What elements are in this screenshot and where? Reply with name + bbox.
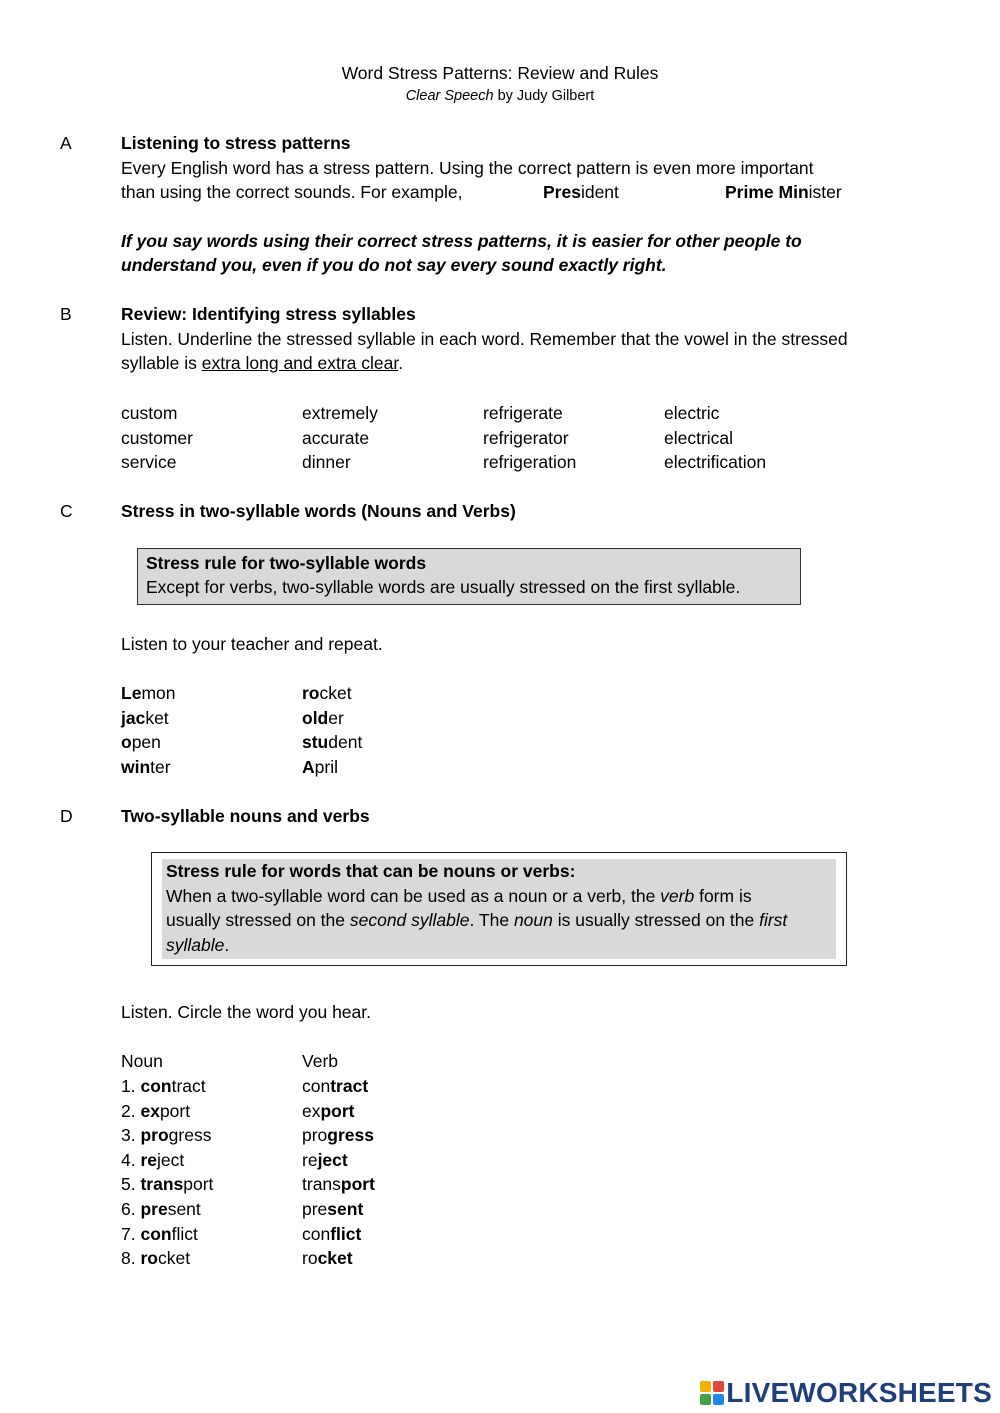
word-cell: refrigeration [483,452,577,472]
section-a-note-line1: If you say words using their correct stress patterns, it is easier for other people to [121,231,802,251]
item-number: 1. [121,1076,141,1096]
word-cell: electrification [664,452,767,472]
verb-option[interactable] [302,1246,353,1270]
stressed-syllable: ro [302,683,320,703]
section-a-heading: Listening to stress patterns [121,133,351,153]
section-letter-d: D [60,806,73,826]
italic-term: syllable [166,934,225,955]
unstressed-syllable: ter [150,757,171,777]
practice-word [302,755,338,779]
unstressed-syllable: ister [808,182,842,202]
underlined-phrase: extra long and extra clear [201,353,399,373]
unstressed-syllable: er [328,708,344,728]
word-cell: service [121,452,177,472]
logo-mark-icon [700,1381,724,1405]
rule-box-two-syllable [137,548,801,605]
stressed-syllable: port [340,1174,375,1194]
section-letter-c: C [60,501,73,521]
stressed-syllable: re [140,1150,158,1170]
stressed-syllable: trans [140,1174,184,1194]
unstressed-syllable: trans [302,1174,341,1194]
stressed-syllable: jac [121,708,146,728]
unstressed-syllable: ex [302,1101,321,1121]
word-cell: refrigerator [483,428,569,448]
item-number: 3. [121,1125,141,1145]
rule-box-noun-verb [151,852,847,966]
word-cell: accurate [302,428,370,448]
unstressed-syllable: pril [314,757,338,777]
italic-term: first [759,910,788,930]
practice-word [302,730,362,754]
word-cell: dinner [302,452,351,472]
italic-term: second syllable [349,910,470,930]
example-prime-minister [725,180,842,204]
italic-term: verb [660,885,695,906]
stressed-syllable: flict [330,1224,362,1244]
verb-option[interactable] [302,1197,363,1221]
stressed-syllable: sent [327,1199,364,1219]
section-letter-a: A [60,133,72,153]
unstressed-syllable: flict [171,1224,198,1244]
item-number: 5. [121,1174,141,1194]
unstressed-syllable: con [302,1076,331,1096]
source-credit [0,84,1000,108]
rule-line3 [166,933,832,958]
unstressed-syllable: port [159,1101,191,1121]
page-title: Word Stress Patterns: Review and Rules [341,63,659,83]
text: form is [694,885,752,906]
stressed-syllable: Le [121,683,142,703]
unstressed-syllable: ject [157,1150,185,1170]
practice-word [121,706,169,730]
rule-box-shading [162,859,836,959]
verb-option[interactable] [302,1148,348,1172]
text: When a two-syllable word can be used as a noun or a verb, the [166,885,661,906]
unstressed-syllable: re [302,1150,318,1170]
unstressed-syllable: pro [302,1125,328,1145]
unstressed-syllable: mon [141,683,176,703]
example-president [543,180,619,204]
unstressed-syllable: cket [157,1248,191,1268]
unstressed-syllable: pen [131,732,161,752]
section-a-text-line1: Every English word has a stress pattern. Using the correct pattern is even more important [121,158,814,178]
liveworksheets-logo [700,1378,992,1408]
rule-title: Stress rule for two-syllable words [146,553,427,573]
stressed-syllable: ject [317,1150,348,1170]
text: syllable is [121,353,202,373]
word-cell: electric [664,403,720,423]
stressed-syllable: tract [330,1076,369,1096]
unstressed-syllable: ket [145,708,169,728]
period: . [398,353,404,373]
word-cell: custom [121,403,178,423]
stressed-syllable: port [320,1101,355,1121]
section-b-heading: Review: Identifying stress syllables [121,304,416,324]
verb-option[interactable] [302,1074,368,1098]
practice-word [121,681,175,705]
stressed-syllable: Prime Min [725,182,809,202]
word-cell: refrigerate [483,403,563,423]
stressed-syllable: Pres [543,182,581,202]
text: . [224,934,230,955]
stressed-syllable: pro [140,1125,169,1145]
noun-option[interactable] [121,1123,211,1147]
practice-word [121,730,161,754]
unstressed-syllable: sent [167,1199,201,1219]
word-cell: extremely [302,403,378,423]
logo-text: LIVEWORKSHEETS [726,1377,992,1408]
unstressed-syllable: port [183,1174,214,1194]
noun-option[interactable] [121,1246,190,1270]
verb-option[interactable] [302,1222,361,1246]
text: . The [469,910,514,930]
column-header-verb: Verb [302,1051,338,1071]
section-d-instruction: Listen. Circle the word you hear. [121,1002,371,1022]
stressed-syllable: con [140,1076,172,1096]
noun-option[interactable] [121,1148,184,1172]
section-c-heading: Stress in two-syllable words (Nouns and Verbs) [121,501,516,521]
section-c-instruction: Listen to your teacher and repeat. [121,634,383,654]
column-header-noun: Noun [121,1051,163,1071]
item-number: 8. [121,1248,141,1268]
section-letter-b: B [60,304,72,324]
section-b-text-line2 [121,351,403,375]
noun-option[interactable] [121,1197,201,1221]
italic-term: noun [513,910,553,930]
unstressed-syllable: cket [319,683,352,703]
stressed-syllable: win [121,757,151,777]
item-number: 4. [121,1150,141,1170]
unstressed-syllable: ident [580,182,619,202]
word-cell: electrical [664,428,734,448]
unstressed-syllable: tract [171,1076,206,1096]
practice-word [302,681,352,705]
verb-option[interactable] [302,1099,355,1123]
item-number: 2. [121,1101,141,1121]
stressed-syllable: gress [327,1125,374,1145]
stressed-syllable: cket [317,1248,353,1268]
book-title: Clear Speech [405,88,494,104]
verb-option[interactable] [302,1123,374,1147]
stressed-syllable: ro [140,1248,158,1268]
rule-text: Except for verbs, two-syllable words are usually stressed on the first syllable. [146,577,741,597]
item-number: 6. [121,1199,141,1219]
author: by Judy Gilbert [493,88,595,104]
section-a-note-line2: understand you, even if you do not say every sound exactly right. [121,255,667,275]
word-cell: customer [121,428,193,448]
section-b-text-line1: Listen. Underline the stressed syllable in each word. Remember that the vowel in the stressed [121,329,848,349]
item-number: 7. [121,1224,141,1244]
unstressed-syllable: con [302,1224,331,1244]
unstressed-syllable: ro [302,1248,318,1268]
stressed-syllable: ex [140,1101,160,1121]
unstressed-syllable: pre [302,1199,328,1219]
practice-word [121,755,171,779]
unstressed-syllable: gress [168,1125,212,1145]
stressed-syllable: A [302,757,315,777]
section-d-heading: Two-syllable nouns and verbs [121,806,370,826]
noun-option[interactable] [121,1172,213,1196]
stressed-syllable: old [302,708,329,728]
stressed-syllable: stu [302,732,329,752]
practice-word [302,706,344,730]
rule-line1 [166,884,832,909]
rule-title: Stress rule for words that can be nouns or verbs: [166,861,576,881]
rule-line2 [166,908,832,933]
stressed-syllable: pre [140,1199,168,1219]
text: usually stressed on the [166,910,350,930]
noun-option[interactable] [121,1222,198,1246]
noun-option[interactable] [121,1074,206,1098]
stressed-syllable: con [140,1224,172,1244]
stressed-syllable: o [121,732,132,752]
section-a-text-line2: than using the correct sounds. For example, [121,182,463,202]
verb-option[interactable] [302,1172,375,1196]
noun-option[interactable] [121,1099,190,1123]
text: is usually stressed on the [552,910,760,930]
unstressed-syllable: dent [328,732,363,752]
